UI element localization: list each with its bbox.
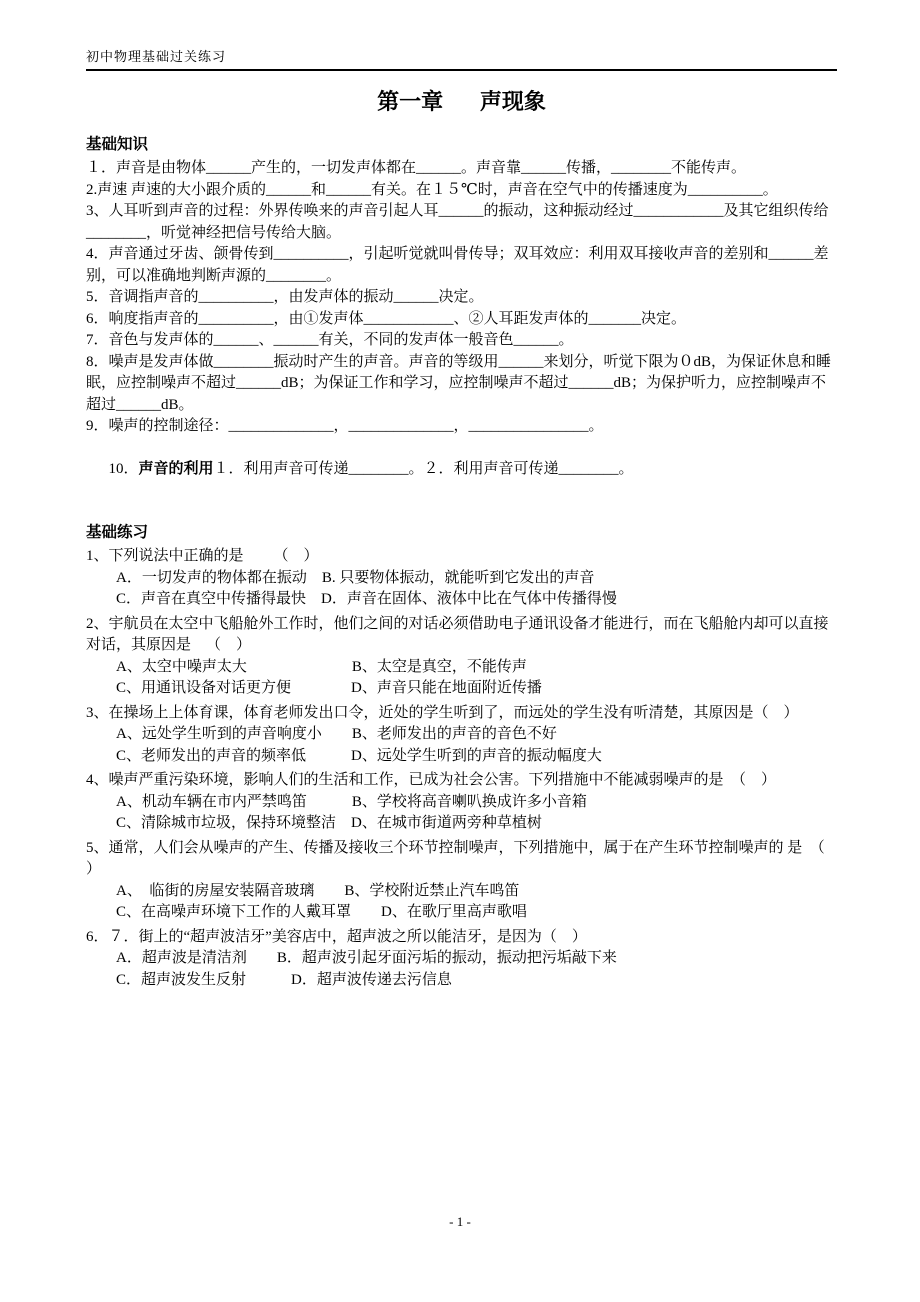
question-3-options-ab: A、远处学生听到的声音响度小 B、老师发出的声音的音色不好 [116, 726, 557, 742]
question-1-options-ab: A．一切发声的物体都在振动 B. 只要物体振动，就能听到它发出的声音 [116, 569, 595, 586]
question-4 [86, 770, 837, 835]
page-title: 第一章 声现象 [377, 89, 546, 114]
knowledge-item-2: 2.声速 声速的大小跟介质的______和______有关。在１５℃时，声音在空气中的传播速度为__________。 [86, 181, 778, 198]
question-6-options-ab: A．超声波是清洁剂 B．超声波引起牙面污垢的振动，振动把污垢敲下来 [116, 950, 617, 966]
question-6-options-cd: C．超声波发生反射 D．超声波传递去污信息 [116, 971, 452, 988]
page-number: - 1 - [449, 1214, 471, 1229]
question-3 [86, 703, 837, 768]
question-2-options-cd: C、用通讯设备对话更方便 D、声音只能在地面附近传播 [116, 680, 542, 696]
question-1 [86, 546, 837, 611]
question-2-stem: 2、宇航员在太空中飞船舱外工作时，他们之间的对话必须借助电子通讯设备才能进行，而在飞船舱内却可以直接对话，其原因是 （ ） [86, 615, 829, 653]
knowledge-item-4: 4．声音通过牙齿、颌骨传到__________，引起听觉就叫骨传导；双耳效应：利用双耳接收声音的差别和______差别，可以准确地判断声源的________。 [86, 246, 829, 284]
question-5-stem: 5、通常，人们会从噪声的产生、传播及接收三个环节控制噪声，下列措施中，属于在产生环节控制噪声的 是 （ ） [86, 839, 840, 877]
header-divider [86, 69, 837, 71]
question-3-options-cd: C、老师发出的声音的频率低 D、远处学生听到的声音的振动幅度大 [116, 747, 602, 764]
question-2 [86, 614, 837, 700]
question-5-options-ab: A、 临街的房屋安装隔音玻璃 B、学校附近禁止汽车鸣笛 [116, 882, 520, 899]
question-4-options-ab: A、机动车辆在市内严禁鸣笛 B、学校将高音喇叭换成许多小音箱 [116, 793, 587, 810]
knowledge-item-10 [86, 438, 837, 503]
question-6 [86, 927, 837, 992]
knowledge-item-8: 8．噪声是发声体做________振动时产生的声音。声音的等级用______来划分，听觉下限为０dB，为保证休息和睡眠，应控制噪声不超过______dB；为保证工作和学习，应控制噪声不超过______dB；为保护听力，应控制噪声不超过______dB。 [86, 353, 832, 413]
question-4-stem: 4、噪声严重污染环境，影响人们的生活和工作，已成为社会公害。下列措施中不能减弱噪声的是 （ ） [86, 772, 777, 788]
knowledge-item-9: 9．噪声的控制途径：______________，______________，________________。 [86, 418, 604, 434]
knowledge-section [86, 132, 837, 502]
page-footer [0, 1214, 920, 1230]
knowledge-item-5: 5．音调指声音的__________，由发声体的振动______决定。 [86, 289, 484, 305]
practice-section [86, 520, 840, 991]
question-2-options-ab: A、太空中噪声太大 B、太空是真空，不能传声 [116, 658, 527, 675]
knowledge-item-7: 7．音色与发声体的______、______有关，不同的发声体一般音色______。 [86, 332, 574, 348]
section-heading-knowledge: 基础知识 [86, 136, 149, 153]
knowledge-item-6: 6．响度指声音的__________，由①发声体____________、②人耳距发声体的_______决定。 [86, 310, 687, 327]
knowledge-item-10-keyword: 声音的利用 [138, 461, 214, 477]
question-4-options-cd: C、清除城市垃圾，保持环境整洁 D、在城市街道两旁种草植树 [116, 815, 542, 831]
question-5-options-cd: C、在高噪声环境下工作的人戴耳罩 D、在歌厅里高声歌唱 [116, 904, 527, 920]
knowledge-item-10-number: 10． [108, 461, 139, 477]
question-5 [86, 838, 840, 924]
page-header-title: 初中物理基础过关练习 [86, 49, 227, 64]
question-6-stem: 6．７．街上的“超声波洁牙”美容店中，超声波之所以能洁牙，是因为（ ） [86, 928, 587, 945]
question-1-stem: 1、下列说法中正确的是 （ ） [86, 548, 319, 564]
knowledge-item-3: 3、人耳听到声音的过程：外界传唤来的声音引起人耳______的振动，这种振动经过____________及其它组织传给________，听觉神经把信号传给大脑。 [86, 203, 829, 241]
section-heading-practice: 基础练习 [86, 524, 149, 541]
question-1-options-cd: C．声音在真空中传播得最快 D．声音在固体、液体中比在气体中传播得慢 [116, 591, 617, 607]
question-3-stem: 3、在操场上上体育课，体育老师发出口令，近处的学生听到了，而远处的学生没有听清楚，其原因是（ ） [86, 704, 799, 721]
knowledge-item-10-text: １．利用声音可传递________。２．利用声音可传递________。 [213, 461, 634, 477]
knowledge-item-1: １．声音是由物体______产生的，一切发声体都在______。声音靠______传播，________不能传声。 [86, 160, 747, 176]
